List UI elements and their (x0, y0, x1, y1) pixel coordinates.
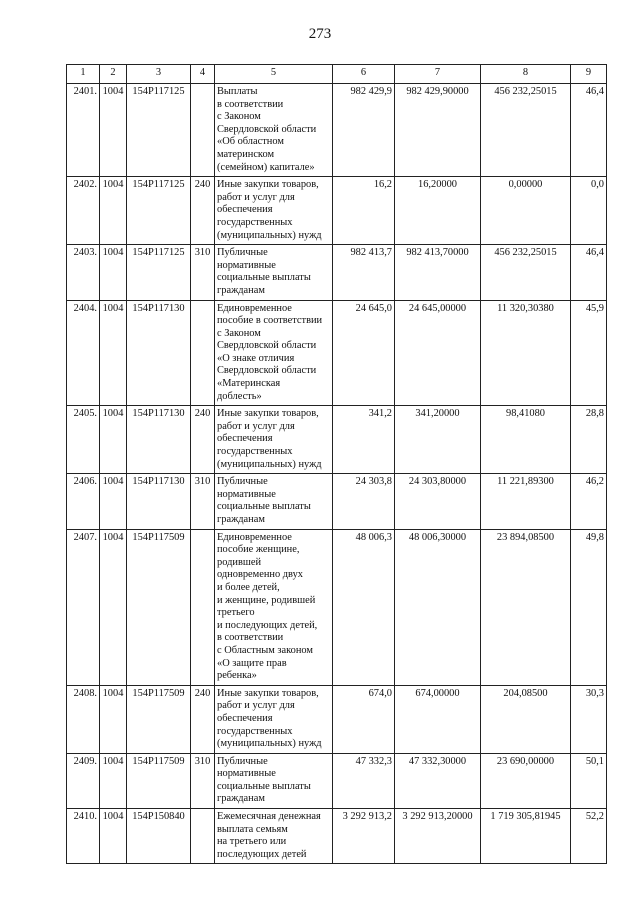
actual-amount-cell: 23 690,00000 (481, 753, 571, 808)
row-number-cell: 2401. (67, 84, 100, 177)
planned-amount-precise-cell: 24 645,00000 (395, 300, 481, 406)
row-number-cell: 2404. (67, 300, 100, 406)
planned-amount-precise-cell: 47 332,30000 (395, 753, 481, 808)
section-code-cell: 1004 (100, 529, 127, 685)
expense-type-cell: 240 (191, 177, 215, 245)
description-cell: Единовременное пособие в соответствии с Законом Свердловской области «О знаке отличия Свердловской области «Материнская доблесть» (215, 300, 333, 406)
planned-amount-precise-cell: 48 006,30000 (395, 529, 481, 685)
description-cell: Выплаты в соответствии с Законом Свердловской области «Об областном материнском (семейном) капитале» (215, 84, 333, 177)
actual-amount-cell: 98,41080 (481, 406, 571, 474)
description-cell: Иные закупки товаров, работ и услуг для обеспечения государственных (муниципальных) нужд (215, 406, 333, 474)
planned-amount-precise-cell: 982 429,90000 (395, 84, 481, 177)
row-number-cell: 2402. (67, 177, 100, 245)
table-row (67, 300, 607, 406)
section-code-cell: 1004 (100, 245, 127, 300)
col-header: 1 (67, 65, 100, 84)
percent-executed-cell: 46,2 (571, 474, 607, 529)
table-row (67, 529, 607, 685)
description-cell: Публичные нормативные социальные выплаты гражданам (215, 245, 333, 300)
table-row (67, 245, 607, 300)
percent-executed-cell: 50,1 (571, 753, 607, 808)
target-article-cell: 154P117130 (127, 406, 191, 474)
actual-amount-cell: 11 221,89300 (481, 474, 571, 529)
target-article-cell: 154P150840 (127, 809, 191, 864)
planned-amount-cell: 982 413,7 (333, 245, 395, 300)
actual-amount-cell: 456 232,25015 (481, 84, 571, 177)
section-code-cell: 1004 (100, 84, 127, 177)
planned-amount-cell: 24 303,8 (333, 474, 395, 529)
section-code-cell: 1004 (100, 177, 127, 245)
actual-amount-cell: 0,00000 (481, 177, 571, 245)
percent-executed-cell: 0,0 (571, 177, 607, 245)
percent-executed-cell: 52,2 (571, 809, 607, 864)
planned-amount-cell: 16,2 (333, 177, 395, 245)
percent-executed-cell: 30,3 (571, 685, 607, 753)
col-header: 7 (395, 65, 481, 84)
col-header: 4 (191, 65, 215, 84)
percent-executed-cell: 49,8 (571, 529, 607, 685)
expense-type-cell (191, 300, 215, 406)
row-number-cell: 2410. (67, 809, 100, 864)
expense-type-cell (191, 809, 215, 864)
col-header: 2 (100, 65, 127, 84)
target-article-cell: 154P117130 (127, 474, 191, 529)
row-number-cell: 2403. (67, 245, 100, 300)
col-header: 6 (333, 65, 395, 84)
page-number: 273 (308, 26, 332, 42)
table-row (67, 84, 607, 177)
table-row (67, 753, 607, 808)
actual-amount-cell: 204,08500 (481, 685, 571, 753)
percent-executed-cell: 46,4 (571, 245, 607, 300)
planned-amount-cell: 982 429,9 (333, 84, 395, 177)
percent-executed-cell: 28,8 (571, 406, 607, 474)
section-code-cell: 1004 (100, 753, 127, 808)
planned-amount-cell: 47 332,3 (333, 753, 395, 808)
description-cell: Публичные нормативные социальные выплаты гражданам (215, 753, 333, 808)
percent-executed-cell: 45,9 (571, 300, 607, 406)
col-header: 3 (127, 65, 191, 84)
target-article-cell: 154P117509 (127, 753, 191, 808)
planned-amount-cell: 48 006,3 (333, 529, 395, 685)
target-article-cell: 154P117509 (127, 685, 191, 753)
description-cell: Публичные нормативные социальные выплаты гражданам (215, 474, 333, 529)
actual-amount-cell: 456 232,25015 (481, 245, 571, 300)
row-number-cell: 2406. (67, 474, 100, 529)
target-article-cell: 154P117125 (127, 84, 191, 177)
section-code-cell: 1004 (100, 809, 127, 864)
planned-amount-precise-cell: 674,00000 (395, 685, 481, 753)
description-cell: Единовременное пособие женщине, родившей одновременно двух и более детей, и женщине, родившей третьего и последующих детей, в соответствии с Областным законом «О защите прав ребенка» (215, 529, 333, 685)
expense-type-cell: 310 (191, 753, 215, 808)
actual-amount-cell: 23 894,08500 (481, 529, 571, 685)
planned-amount-cell: 341,2 (333, 406, 395, 474)
planned-amount-precise-cell: 16,20000 (395, 177, 481, 245)
table-row (67, 809, 607, 864)
table-row (67, 685, 607, 753)
target-article-cell: 154P117125 (127, 177, 191, 245)
expense-type-cell: 310 (191, 245, 215, 300)
section-code-cell: 1004 (100, 474, 127, 529)
expense-type-cell: 240 (191, 406, 215, 474)
expense-type-cell: 310 (191, 474, 215, 529)
planned-amount-cell: 674,0 (333, 685, 395, 753)
expense-type-cell: 240 (191, 685, 215, 753)
row-number-cell: 2405. (67, 406, 100, 474)
actual-amount-cell: 11 320,30380 (481, 300, 571, 406)
planned-amount-precise-cell: 982 413,70000 (395, 245, 481, 300)
description-cell: Ежемесячная денежная выплата семьям на третьего или последующих детей (215, 809, 333, 864)
table-row (67, 177, 607, 245)
row-number-cell: 2407. (67, 529, 100, 685)
section-code-cell: 1004 (100, 406, 127, 474)
planned-amount-cell: 3 292 913,2 (333, 809, 395, 864)
planned-amount-precise-cell: 341,20000 (395, 406, 481, 474)
row-number-cell: 2408. (67, 685, 100, 753)
row-number-cell: 2409. (67, 753, 100, 808)
expense-type-cell (191, 529, 215, 685)
description-cell: Иные закупки товаров, работ и услуг для обеспечения государственных (муниципальных) нужд (215, 685, 333, 753)
planned-amount-cell: 24 645,0 (333, 300, 395, 406)
budget-table (66, 64, 607, 864)
target-article-cell: 154P117125 (127, 245, 191, 300)
header-row (67, 65, 607, 84)
table-row (67, 474, 607, 529)
percent-executed-cell: 46,4 (571, 84, 607, 177)
planned-amount-precise-cell: 24 303,80000 (395, 474, 481, 529)
expense-type-cell (191, 84, 215, 177)
col-header: 9 (571, 65, 607, 84)
table-row (67, 406, 607, 474)
description-cell: Иные закупки товаров, работ и услуг для обеспечения государственных (муниципальных) нужд (215, 177, 333, 245)
col-header: 5 (215, 65, 333, 84)
section-code-cell: 1004 (100, 300, 127, 406)
target-article-cell: 154P117130 (127, 300, 191, 406)
planned-amount-precise-cell: 3 292 913,20000 (395, 809, 481, 864)
actual-amount-cell: 1 719 305,81945 (481, 809, 571, 864)
section-code-cell: 1004 (100, 685, 127, 753)
target-article-cell: 154P117509 (127, 529, 191, 685)
col-header: 8 (481, 65, 571, 84)
